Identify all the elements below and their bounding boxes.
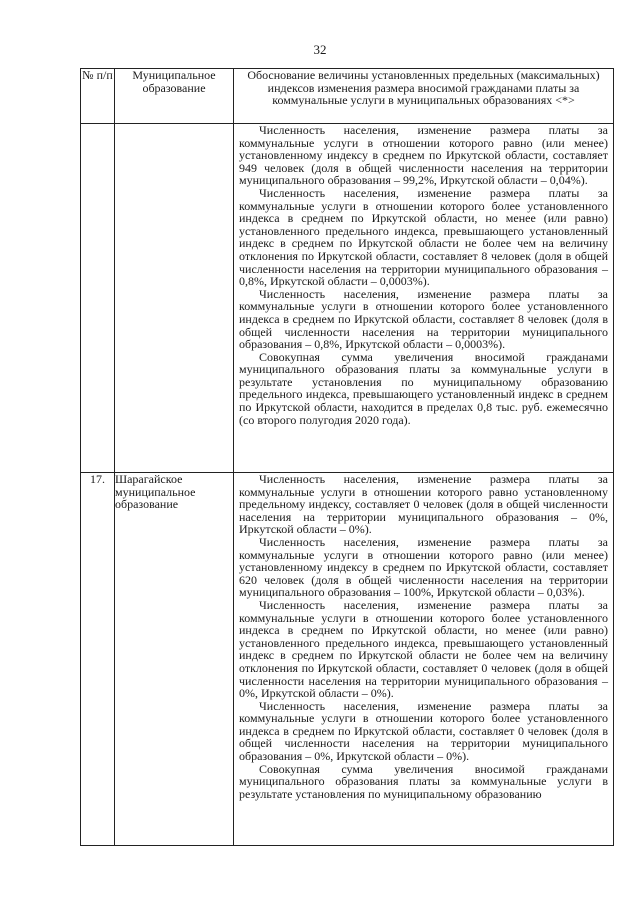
justification-paragraph: Численность населения, изменение размера платы за коммунальные услуги в отношении которого более установленного индекса в среднем по Иркутской области, но менее (или равно) установленного предельного индекса, превышающего установленный индекс в среднем по Иркутской области не более чем на величину отклонения по Иркутской области, составляет 8 человек (доля в общей численности населения на территории муниципального образования – 0,8%, Иркутской области – 0,0003%). bbox=[239, 185, 608, 289]
table-header-row bbox=[81, 69, 614, 124]
header-number: № п/п bbox=[81, 69, 115, 124]
justification-paragraph: Численность населения, изменение размера платы за коммунальные услуги в отношении которого равно установленному предельному индексу, составляет 0 человек (доля в общей численности населения на территории муниципального образования – 0%, Иркутской области – 0%). bbox=[239, 472, 608, 537]
justification-paragraph: Численность населения, изменение размера платы за коммунальные услуги в отношении которого более установленного индекса в среднем по Иркутской области, но менее (или равно) установленного предельного индекса, превышающего установленный индекс в среднем по Иркутской области не более чем на величину отклонения по Иркутской области, составляет 0 человек (доля в общей численности населения на территории муниципального образования – 0%, Иркутской области – 0%). bbox=[239, 597, 608, 701]
header-municipality: Муниципальное образование bbox=[115, 69, 234, 124]
row-justification bbox=[234, 124, 614, 473]
justification-paragraph: Численность населения, изменение размера платы за коммунальные услуги в отношении которого равно (или менее) установленному индексу в среднем по Иркутской области, составляет 620 человек (доля в общей численности населения на территории муниципального образования – 100%, Иркутской области – 0,03%). bbox=[239, 534, 608, 600]
row-municipality bbox=[115, 124, 234, 473]
justification-table bbox=[80, 68, 614, 846]
justification-paragraph: Численность населения, изменение размера платы за коммунальные услуги в отношении которого более установленного индекса в среднем по Иркутской области, составляет 0 человек (доля в общей численности населения на территории муниципального образования – 0%, Иркутской области – 0%). bbox=[239, 698, 608, 764]
justification-paragraph: Совокупная сумма увеличения вносимой гражданами муниципального образования платы за коммунальные услуги в результате установления по муниципальному образованию bbox=[239, 761, 608, 801]
row-number bbox=[81, 124, 115, 473]
justification-paragraph: Совокупная сумма увеличения вносимой гражданами муниципального образования платы за коммунальные услуги в результате установления по муниципальному образованию предельного индекса, превышающего установленный индекс в среднем по Иркутской области, находится в пределах 0,8 тыс. руб. ежемесячно (со второго полугодия 2020 года). bbox=[239, 349, 608, 427]
justification-paragraph: Численность населения, изменение размера платы за коммунальные услуги в отношении которого равно (или менее) установленному индексу в среднем по Иркутской области, составляет 949 человек (доля в общей численности населения на территории муниципального образования – 99,2%, Иркутской области – 0,04%). bbox=[239, 123, 608, 188]
row-justification bbox=[234, 473, 614, 846]
table-row bbox=[81, 473, 614, 846]
row-municipality: Шарагайское муниципальное образование bbox=[115, 473, 234, 846]
row-number: 17. bbox=[81, 473, 115, 846]
table-row bbox=[81, 124, 614, 473]
page-number: 32 bbox=[313, 42, 327, 57]
justification-paragraph: Численность населения, изменение размера платы за коммунальные услуги в отношении которого более установленного индекса в среднем по Иркутской области, составляет 8 человек (доля в общей численности населения на территории муниципального образования – 0,8%, Иркутской области – 0,0003%). bbox=[239, 286, 608, 352]
header-justification: Обоснование величины установленных предельных (максимальных) индексов изменения размера вносимой гражданами платы за коммунальные услуги в муниципальных образованиях <*> bbox=[234, 69, 614, 124]
